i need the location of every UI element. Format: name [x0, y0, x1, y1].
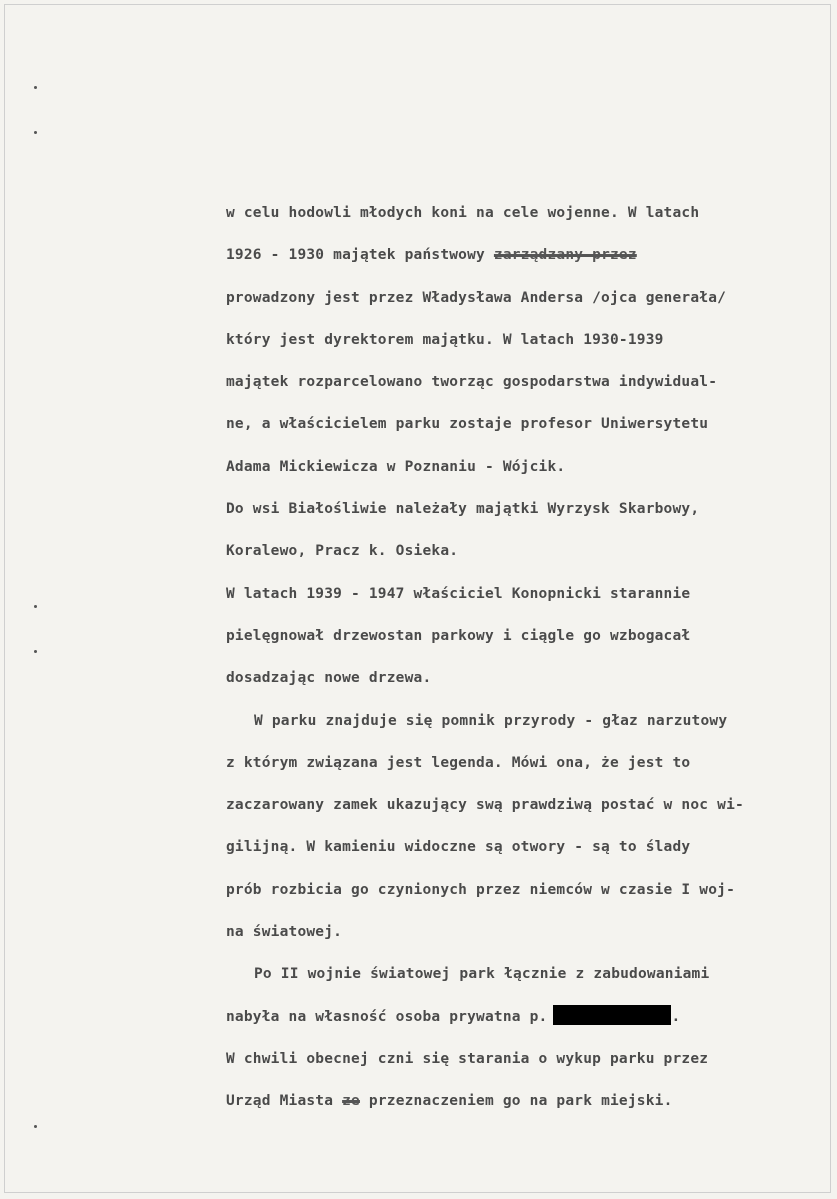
text-line: nabyła na własność osoba prywatna p. .	[226, 1004, 806, 1046]
struck-out-text: ze	[342, 1093, 360, 1110]
margin-dot	[34, 1125, 37, 1128]
text-line: Adama Mickiewicza w Poznaniu - Wójcik.	[226, 458, 566, 475]
text-line: w celu hodowli młodych koni na cele wojenne. W latach	[226, 205, 700, 221]
text-line: W chwili obecnej czni się starania o wykup parku przez	[226, 1050, 709, 1067]
margin-dot	[34, 86, 37, 89]
typed-text-body	[226, 200, 806, 1131]
margin-dot	[34, 131, 37, 134]
text-line: W parku znajduje się pomnik przyrody - głaz narzutowy	[254, 712, 728, 729]
text-line: ne, a właścicielem parku zostaje profesor Uniwersytetu	[226, 416, 709, 433]
text-line: z którym związana jest legenda. Mówi ona, że jest to	[226, 754, 691, 771]
text-line: dosadzając nowe drzewa.	[226, 670, 432, 687]
text-line: Do wsi Białośliwie należały majątki Wyrzysk Skarbowy,	[226, 501, 700, 518]
margin-dot	[34, 605, 37, 608]
margin-dot	[34, 650, 37, 653]
text-line: Koralewo, Pracz k. Osieka.	[226, 543, 459, 560]
text-line: W latach 1939 - 1947 właściciel Konopnicki starannie	[226, 585, 691, 602]
text-line: pielęgnował drzewostan parkowy i ciągle go wzbogacał	[226, 627, 691, 644]
text-line: na światowej.	[226, 924, 343, 941]
text-line: prób rozbicia go czynionych przez niemców w czasie I woj-	[226, 881, 735, 898]
text-line: zaczarowany zamek ukazujący swą prawdziwą postać w noc wi-	[226, 797, 744, 814]
text-line: który jest dyrektorem majątku. W latach 1930-1939	[226, 331, 664, 348]
text-line: 1926 - 1930 majątek państwowy zarządzany przez	[226, 247, 637, 264]
redaction-bar	[553, 1005, 671, 1025]
text-line: Po II wojnie światowej park łącznie z zabudowaniami	[254, 966, 710, 983]
text-line: prowadzony jest przez Władysława Andersa /ojca generała/	[226, 289, 727, 306]
struck-out-text: zarządzany przez	[493, 247, 637, 264]
text-line: gilijną. W kamieniu widoczne są otwory - są to ślady	[226, 839, 691, 856]
text-line: majątek rozparcelowano tworząc gospodarstwa indywidual-	[226, 374, 718, 391]
text-line: Urząd Miasta ze przeznaczeniem go na park miejski.	[226, 1093, 673, 1110]
